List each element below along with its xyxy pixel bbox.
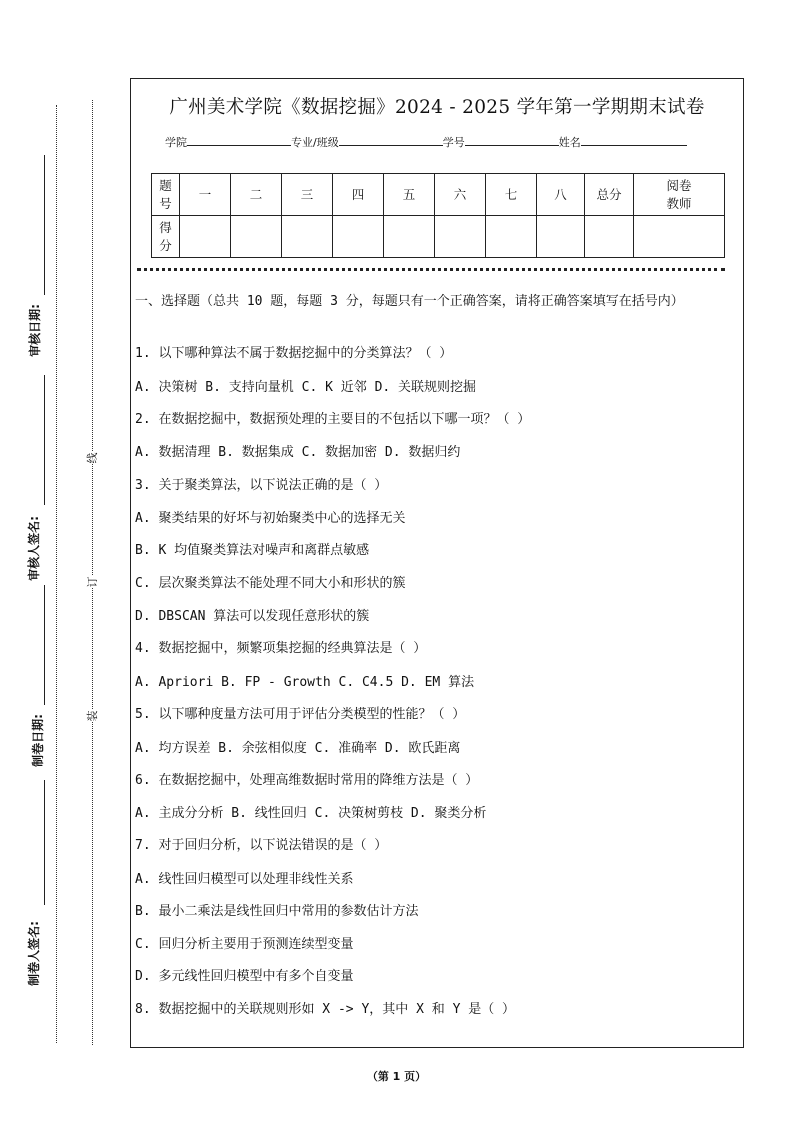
exam-frame bbox=[130, 78, 744, 1048]
score-cell[interactable] bbox=[384, 216, 435, 258]
question-3-option-d: D. DBSCAN 算法可以发现任意形状的簇 bbox=[135, 609, 370, 624]
question-3: 3. 关于聚类算法，以下说法正确的是（ ） bbox=[135, 478, 388, 493]
student-info-row bbox=[165, 134, 687, 150]
reviewer-sign-label: 审核人签名: bbox=[26, 516, 41, 581]
col-grader: 阅卷 教师 bbox=[634, 174, 725, 216]
section-1-heading: 一、选择题（总共 10 题，每题 3 分，每题只有一个正确答案，请将正确答案填写在括号内） bbox=[135, 294, 684, 309]
maker-date-label: 制卷日期: bbox=[30, 714, 45, 767]
question-4-options: A. Apriori B. FP - Growth C. C4.5 D. EM 算法 bbox=[135, 675, 475, 690]
question-7-option-d: D. 多元线性回归模型中有多个自变量 bbox=[135, 969, 354, 984]
name-label: 姓名 bbox=[558, 136, 581, 149]
question-1: 1. 以下哪种算法不属于数据挖掘中的分类算法？（ ） bbox=[135, 346, 453, 361]
question-5: 5. 以下哪种度量方法可用于评估分类模型的性能？（ ） bbox=[135, 707, 466, 722]
score-cell[interactable] bbox=[180, 216, 231, 258]
major-label: 专业/班级 bbox=[291, 136, 339, 149]
score-table bbox=[151, 173, 725, 258]
bind-char-line: 线 bbox=[86, 452, 99, 464]
question-3-option-b: B. K 均值聚类算法对噪声和离群点敏感 bbox=[135, 543, 370, 558]
exam-title: 广州美术学院《数据挖掘》2024 - 2025 学年第一学期期末试卷 bbox=[169, 97, 705, 118]
section-separator bbox=[137, 268, 725, 271]
question-2: 2. 在数据挖掘中，数据预处理的主要目的不包括以下哪一项？（ ） bbox=[135, 412, 531, 427]
question-2-options: A. 数据清理 B. 数据集成 C. 数据加密 D. 数据归约 bbox=[135, 445, 461, 460]
col-6: 六 bbox=[435, 174, 486, 216]
col-total: 总分 bbox=[585, 174, 634, 216]
reviewer-date-label: 审核日期: bbox=[27, 304, 42, 357]
question-5-options: A. 均方误差 B. 余弦相似度 C. 准确率 D. 欧氏距离 bbox=[135, 741, 461, 756]
col-2: 二 bbox=[231, 174, 282, 216]
score-cell[interactable] bbox=[231, 216, 282, 258]
score-value-row bbox=[152, 216, 725, 258]
name-blank[interactable] bbox=[581, 134, 687, 146]
reviewer-date-line bbox=[44, 155, 45, 295]
bind-char-ding: 订 bbox=[86, 576, 99, 588]
question-7: 7. 对于回归分析，以下说法错误的是（ ） bbox=[135, 838, 388, 853]
col-1: 一 bbox=[180, 174, 231, 216]
question-7-option-c: C. 回归分析主要用于预测连续型变量 bbox=[135, 937, 354, 952]
col-8: 八 bbox=[537, 174, 585, 216]
question-6-options: A. 主成分分析 B. 线性回归 C. 决策树剪枝 D. 聚类分析 bbox=[135, 806, 487, 821]
question-1-options: A. 决策树 B. 支持向量机 C. K 近邻 D. 关联规则挖掘 bbox=[135, 380, 477, 395]
col-3: 三 bbox=[282, 174, 333, 216]
col-4: 四 bbox=[333, 174, 384, 216]
maker-sign-line bbox=[44, 780, 45, 905]
score-cell[interactable] bbox=[282, 216, 333, 258]
question-7-option-b: B. 最小二乘法是线性回归中常用的参数估计方法 bbox=[135, 904, 419, 919]
row-label-question: 题 号 bbox=[152, 174, 180, 216]
inner-dotted-line bbox=[92, 100, 93, 1045]
score-cell[interactable] bbox=[537, 216, 585, 258]
student-id-label: 学号 bbox=[442, 136, 465, 149]
student-id-blank[interactable] bbox=[465, 134, 559, 146]
score-header-row bbox=[152, 174, 725, 216]
score-cell[interactable] bbox=[585, 216, 634, 258]
col-5: 五 bbox=[384, 174, 435, 216]
page-number: （第 1 页） bbox=[366, 1070, 427, 1083]
score-cell[interactable] bbox=[435, 216, 486, 258]
outer-dotted-line bbox=[56, 105, 57, 1043]
college-label: 学院 bbox=[165, 136, 187, 149]
question-3-option-c: C. 层次聚类算法不能处理不同大小和形状的簇 bbox=[135, 576, 406, 591]
question-7-option-a: A. 线性回归模型可以处理非线性关系 bbox=[135, 872, 354, 887]
question-4: 4. 数据挖掘中，频繁项集挖掘的经典算法是（ ） bbox=[135, 641, 427, 656]
score-cell[interactable] bbox=[333, 216, 384, 258]
row-label-score: 得 分 bbox=[152, 216, 180, 258]
bind-char-zhuang: 装 bbox=[86, 710, 99, 722]
col-7: 七 bbox=[486, 174, 537, 216]
college-blank[interactable] bbox=[187, 134, 291, 146]
question-6: 6. 在数据挖掘中，处理高维数据时常用的降维方法是（ ） bbox=[135, 773, 479, 788]
reviewer-sign-line bbox=[44, 375, 45, 505]
major-blank[interactable] bbox=[339, 134, 443, 146]
maker-sign-label: 制卷人签名: bbox=[26, 921, 41, 986]
question-8: 8. 数据挖掘中的关联规则形如 X -> Y，其中 X 和 Y 是（ ） bbox=[135, 1002, 516, 1017]
question-3-option-a: A. 聚类结果的好坏与初始聚类中心的选择无关 bbox=[135, 511, 406, 526]
score-cell[interactable] bbox=[486, 216, 537, 258]
maker-date-line bbox=[44, 585, 45, 705]
score-cell[interactable] bbox=[634, 216, 725, 258]
